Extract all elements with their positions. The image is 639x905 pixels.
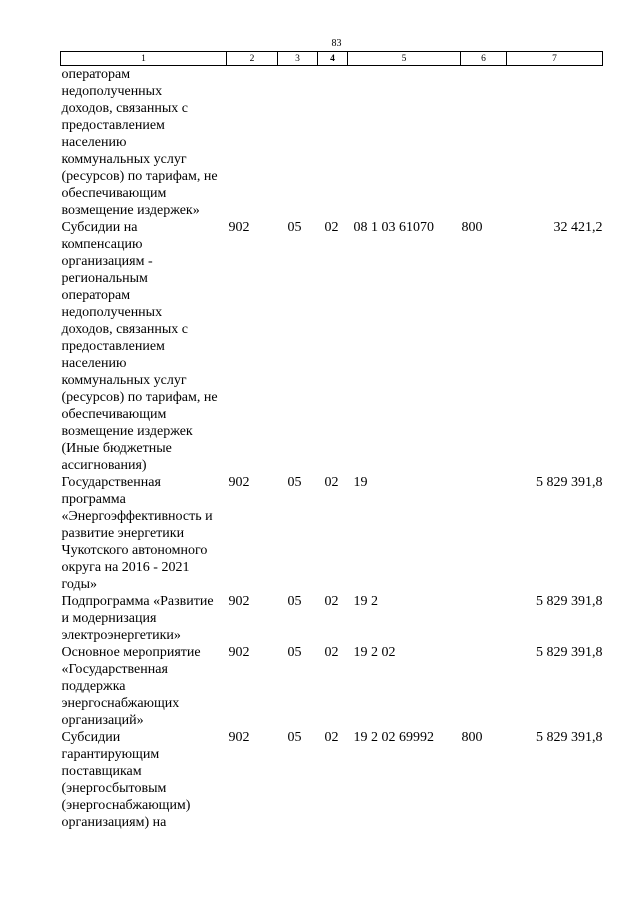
row-expense-type (461, 593, 507, 644)
row-subsection: 02 (324, 730, 339, 745)
budget-table (60, 51, 603, 831)
description-line: развитие энергетики (61, 526, 185, 541)
row-section: 05 (287, 220, 302, 235)
table-row (61, 474, 603, 593)
table-row (61, 66, 603, 220)
description-line: программа (61, 492, 126, 507)
row-expense-type (461, 474, 507, 593)
header-col-2: 2 (227, 52, 278, 66)
description-line: округа на 2016 - 2021 (61, 560, 190, 575)
description-line: поддержка (61, 679, 126, 694)
row-target-article (348, 66, 461, 220)
row-admin-code (227, 66, 278, 220)
description-line: Чукотского автономного (61, 543, 208, 558)
row-target-article: 19 2 (353, 594, 378, 609)
row-admin-code: 902 (228, 220, 250, 235)
description-line: недополученных (61, 305, 163, 320)
description-line: предоставлением (61, 118, 165, 133)
description-line: «Энергоэффективность и (61, 509, 213, 524)
description-line: электроэнергетики» (61, 628, 181, 643)
description-line: доходов, связанных с (61, 101, 188, 116)
description-line: (энергоснабжающим) (61, 798, 191, 813)
row-admin-code: 902 (228, 594, 250, 609)
row-subsection: 02 (324, 220, 339, 235)
description-line: населению (61, 135, 127, 150)
row-subsection: 02 (324, 645, 339, 660)
table-row (61, 593, 603, 644)
row-description (61, 219, 227, 474)
row-section (278, 66, 318, 220)
row-admin-code: 902 (228, 475, 250, 490)
row-target-article: 19 2 02 (353, 645, 396, 660)
description-line: предоставлением (61, 339, 165, 354)
row-amount: 5 829 391,8 (536, 475, 603, 490)
row-description (61, 644, 227, 729)
header-col-5: 5 (348, 52, 461, 66)
row-section: 05 (287, 645, 302, 660)
description-line: возмещение издержек» (61, 203, 200, 218)
row-section: 05 (287, 594, 302, 609)
row-amount: 32 421,2 (553, 220, 603, 235)
header-col-1: 1 (61, 52, 227, 66)
description-line: Основное мероприятие (61, 645, 201, 660)
description-line: энергоснабжающих (61, 696, 180, 711)
header-col-7: 7 (507, 52, 603, 66)
row-amount: 5 829 391,8 (536, 645, 603, 660)
description-line: гарантирующим (61, 747, 160, 762)
description-line: операторам (61, 288, 131, 303)
row-expense-type: 800 (461, 220, 483, 235)
description-line: Субсидии (61, 730, 121, 745)
description-line: населению (61, 356, 127, 371)
description-line: поставщикам (61, 764, 142, 779)
row-description (61, 593, 227, 644)
row-target-article: 19 (353, 475, 368, 490)
description-line: и модернизация (61, 611, 157, 626)
page-number: 83 (331, 38, 342, 49)
table-row (61, 729, 603, 831)
row-subsection: 02 (324, 594, 339, 609)
row-expense-type (461, 66, 507, 220)
row-expense-type (461, 644, 507, 729)
row-subsection: 02 (324, 475, 339, 490)
description-line: обеспечивающим (61, 186, 167, 201)
description-line: организациям) на (61, 815, 167, 830)
row-expense-type: 800 (461, 730, 483, 745)
description-line: коммунальных услуг (61, 373, 187, 388)
description-line: Подпрограмма «Развитие (61, 594, 214, 609)
row-description (61, 474, 227, 593)
header-col-3: 3 (278, 52, 318, 66)
description-line: (ресурсов) по тарифам, не (61, 390, 218, 405)
description-line: Субсидии на (61, 220, 138, 235)
description-line: организациям - (61, 254, 153, 269)
description-line: (Иные бюджетные (61, 441, 172, 456)
row-description (61, 729, 227, 831)
description-line: Государственная (61, 475, 161, 490)
table-row (61, 219, 603, 474)
description-line: возмещение издержек (61, 424, 193, 439)
row-admin-code: 902 (228, 730, 250, 745)
row-description (61, 66, 227, 220)
description-line: ассигнования) (61, 458, 147, 473)
row-amount: 5 829 391,8 (536, 594, 603, 609)
description-line: операторам (61, 67, 131, 82)
row-target-article: 19 2 02 69992 (353, 730, 434, 745)
row-section: 05 (287, 475, 302, 490)
description-line: организаций» (61, 713, 144, 728)
row-section: 05 (287, 730, 302, 745)
description-line: обеспечивающим (61, 407, 167, 422)
header-col-6: 6 (461, 52, 507, 66)
header-row (61, 52, 603, 66)
row-amount (507, 66, 603, 220)
row-amount: 5 829 391,8 (536, 730, 603, 745)
description-line: (ресурсов) по тарифам, не (61, 169, 218, 184)
description-line: компенсацию (61, 237, 143, 252)
row-target-article: 08 1 03 61070 (353, 220, 434, 235)
description-line: коммунальных услуг (61, 152, 187, 167)
description-line: годы» (61, 577, 98, 592)
table-row (61, 644, 603, 729)
description-line: доходов, связанных с (61, 322, 188, 337)
row-subsection (318, 66, 348, 220)
header-col-4: 4 (318, 52, 348, 66)
description-line: «Государственная (61, 662, 168, 677)
description-line: региональным (61, 271, 148, 286)
row-admin-code: 902 (228, 645, 250, 660)
description-line: недополученных (61, 84, 163, 99)
description-line: (энергосбытовым (61, 781, 167, 796)
